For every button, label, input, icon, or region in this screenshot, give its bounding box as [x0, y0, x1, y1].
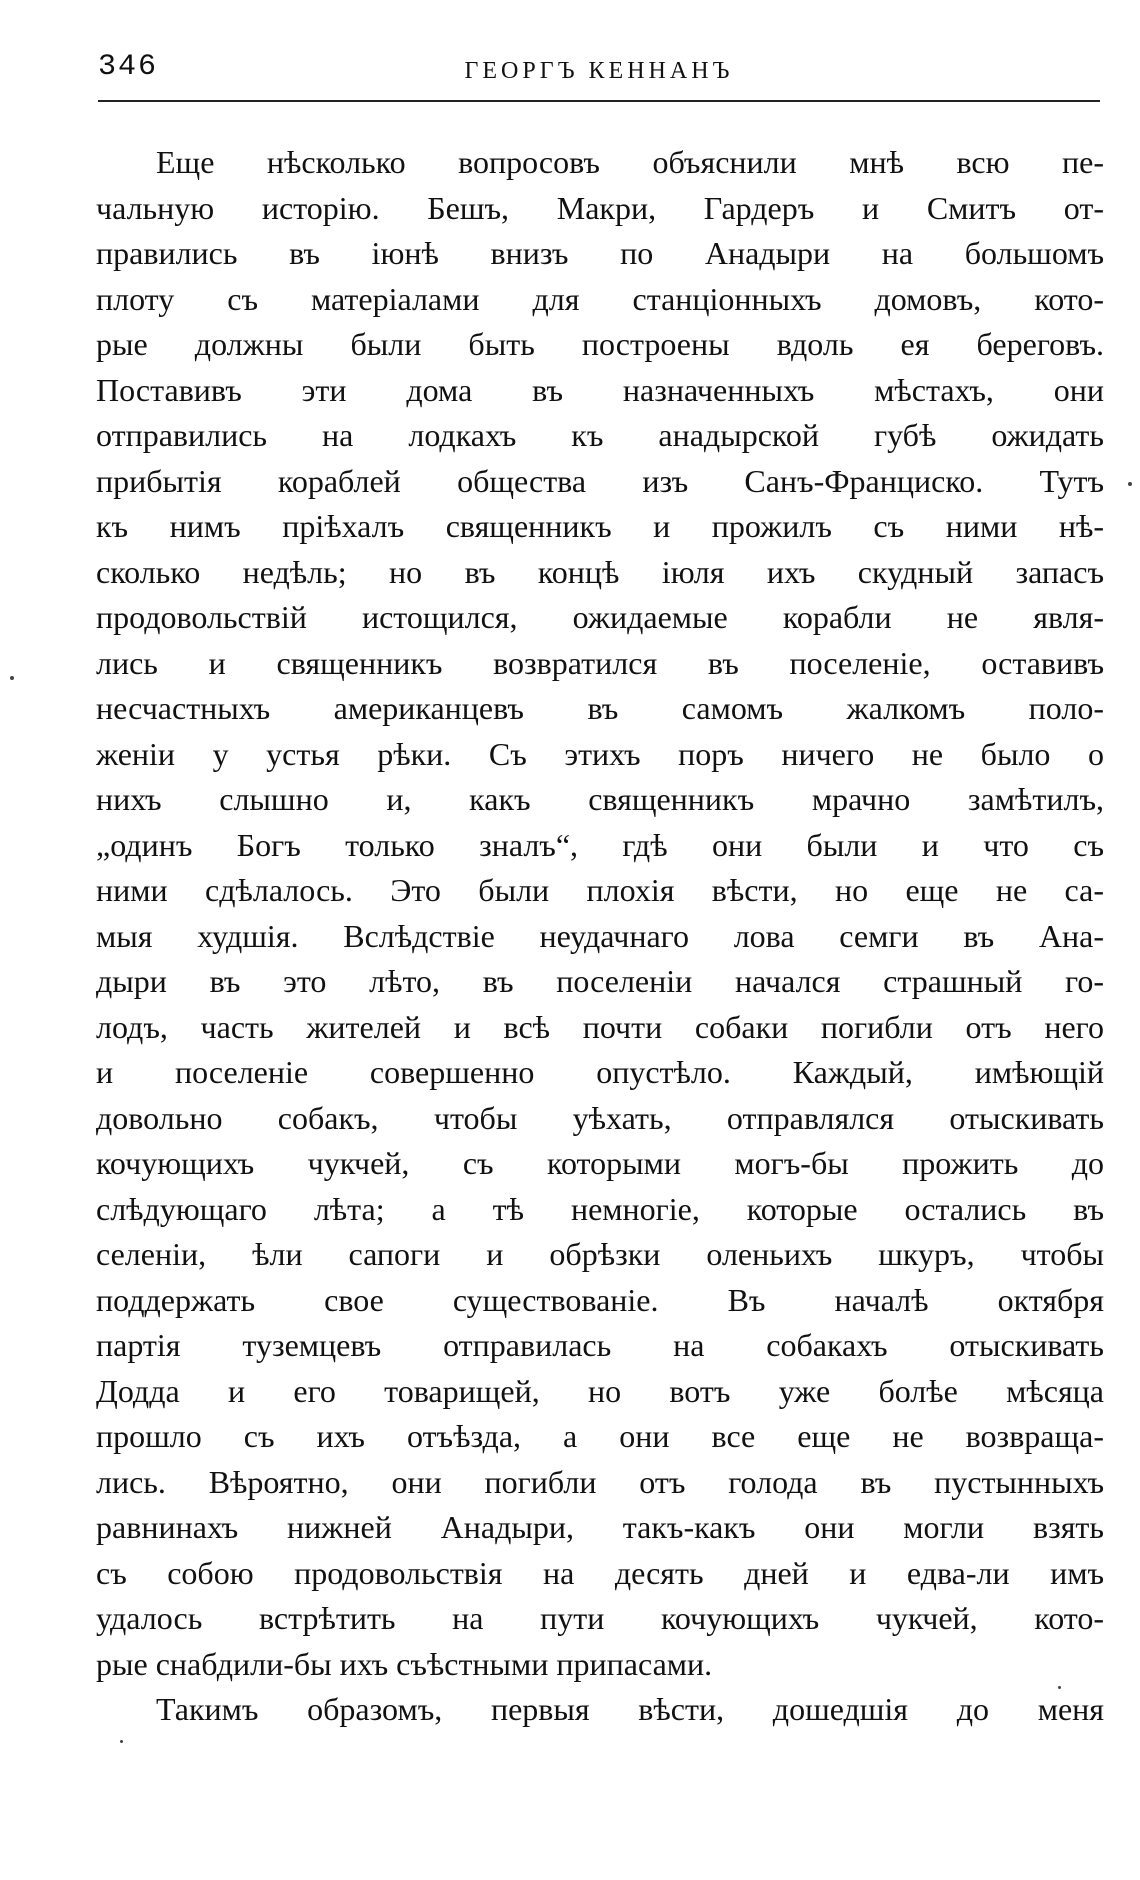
page-header [98, 48, 1100, 102]
text-line: нихъ слышно и, какъ священникъ мрачно замѣтилъ, [96, 781, 1104, 817]
text-line: Додда и его товарищей, но вотъ уже болѣе мѣсяца [96, 1372, 1104, 1409]
text-line: „одинъ Богъ только зналъ“, гдѣ они были и что съ [96, 826, 1104, 863]
text-line: Такимъ образомъ, первыя вѣсти, дошедшія до меня [156, 1691, 1104, 1727]
text-line: плоту съ матеріалами для станціонныхъ домовъ, кото- [96, 280, 1104, 317]
text-line: съ собою продовольствія на десять дней и едва-ли имъ [96, 1554, 1104, 1591]
text-line: несчастныхъ американцевъ въ самомъ жалкомъ поло- [96, 690, 1104, 726]
page-number: 346 [98, 50, 159, 84]
text-line: дыри въ это лѣто, въ поселеніи начался страшный го- [96, 963, 1104, 999]
text-line: кочующихъ чукчей, съ которыми могъ-бы прожить до [96, 1145, 1104, 1181]
text-line: и поселеніе совершенно опустѣло. Каждый, имѣющій [96, 1054, 1104, 1090]
text-line: чальную исторію. Бешъ, Макри, Гардеръ и Смитъ от- [96, 189, 1104, 226]
text-line: отправились на лодкахъ къ анадырской губѣ ожидать [96, 417, 1104, 453]
text-line: лодъ, часть жителей и всѣ почти собаки погибли отъ него [96, 1008, 1104, 1045]
print-speck [120, 1740, 123, 1743]
text-line: Поставивъ эти дома въ назначенныхъ мѣстахъ, они [96, 371, 1104, 408]
text-line: довольно собакъ, чтобы уѣхать, отправлялся отыскивать [96, 1099, 1104, 1136]
text-line: правились въ іюнѣ внизъ по Анадыри на большомъ [96, 235, 1104, 271]
body-text [96, 140, 1104, 1733]
text-line: сколько недѣль; но въ концѣ іюля ихъ скудный запасъ [96, 553, 1104, 590]
print-speck [1128, 482, 1132, 486]
text-line: удалось встрѣтить на пути кочующихъ чукчей, кото- [96, 1600, 1104, 1636]
text-line: равнинахъ нижней Анадыри, такъ-какъ они могли взять [96, 1509, 1104, 1545]
text-line: прошло съ ихъ отъѣзда, а они все еще не возвраща- [96, 1418, 1104, 1454]
text-line: селеніи, ѣли сапоги и обрѣзки оленьихъ шкуръ, чтобы [96, 1236, 1104, 1272]
print-speck [10, 676, 14, 680]
text-line: рые должны были быть построены вдоль ея береговъ. [96, 326, 1104, 362]
text-line: прибытія кораблей общества изъ Санъ-Франциско. Тутъ [96, 462, 1104, 499]
running-title: ГЕОРГЪ КЕННАНЪ [464, 58, 734, 84]
text-line: слѣдующаго лѣта; а тѣ немногіе, которые остались въ [96, 1190, 1104, 1227]
text-line: лись. Вѣроятно, они погибли отъ голода въ пустынныхъ [96, 1463, 1104, 1500]
text-line: лись и священникъ возвратился въ поселеніе, оставивъ [96, 644, 1104, 681]
text-line: къ нимъ пріѣхалъ священникъ и прожилъ съ ними нѣ- [96, 508, 1104, 544]
paragraph-last-line: рые снабдили-бы ихъ съѣстными припасами. [96, 1645, 713, 1682]
text-line: ними сдѣлалось. Это были плохія вѣсти, но еще не са- [96, 872, 1104, 908]
text-line: продовольствій истощился, ожидаемые корабли не явля- [96, 599, 1104, 635]
text-line: женіи у устья рѣки. Съ этихъ поръ ничего не было о [96, 735, 1104, 772]
text-line: Еще нѣсколько вопросовъ объяснили мнѣ всю пе- [156, 144, 1104, 180]
text-line: партія туземцевъ отправилась на собакахъ отыскивать [96, 1327, 1104, 1363]
text-line: поддержать свое существованіе. Въ началѣ октября [96, 1281, 1104, 1318]
text-line: мыя худшія. Вслѣдствіе неудачнаго лова семги въ Ана- [96, 917, 1104, 954]
print-speck [1058, 1686, 1061, 1689]
